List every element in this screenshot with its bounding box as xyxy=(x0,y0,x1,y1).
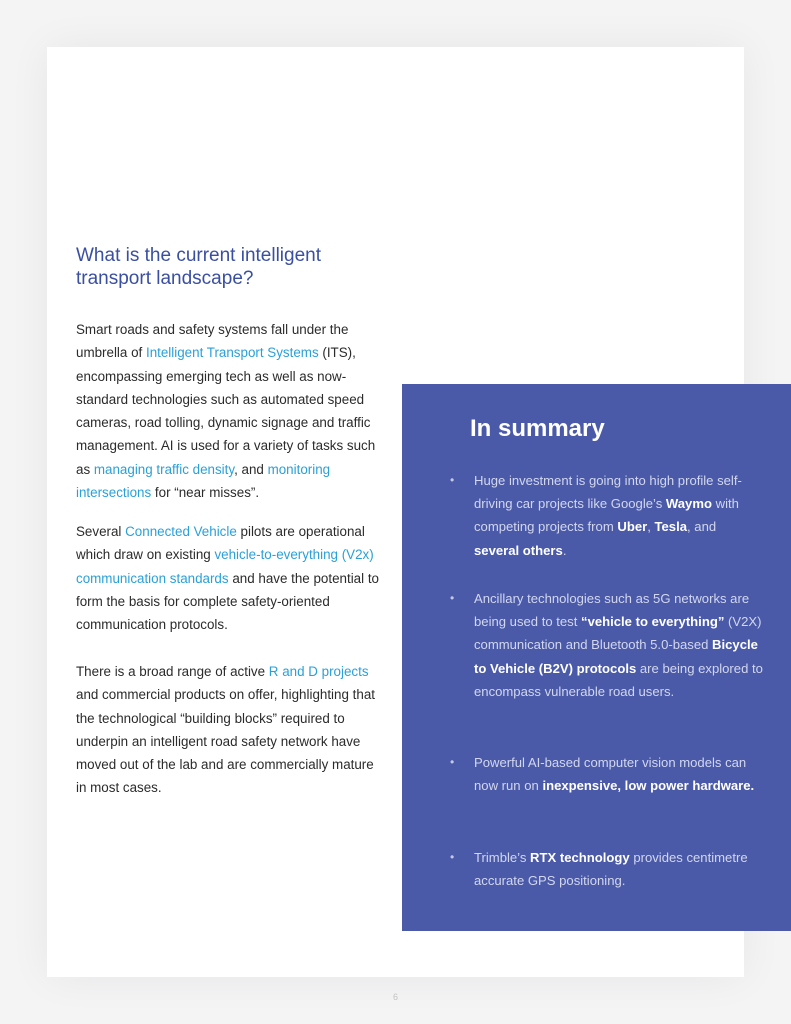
bullet-icon: • xyxy=(450,850,455,864)
summary-emphasis: inexpensive, low power hardware. xyxy=(542,778,755,794)
summary-text: (V2X) communication and Bluetooth 5.0-based xyxy=(474,614,762,653)
link-connected-vehicle[interactable]: Connected Vehicle xyxy=(125,524,237,539)
summary-text: Powerful AI-based computer vision models can now run on xyxy=(474,755,747,794)
summary-text: , and xyxy=(687,519,717,535)
summary-emphasis: “vehicle to everything” xyxy=(581,614,725,630)
paragraph-text: , and xyxy=(234,461,268,477)
paragraph-text: and commercial products on offer, highlighting that the technological “building blocks” required to underpin an intelligent road safety network have moved out of the lab and are commercially mature in most cases. xyxy=(76,687,375,796)
section-heading: What is the current intelligent transport landscape? xyxy=(76,245,322,289)
paragraph-connected-vehicle xyxy=(76,520,380,636)
paragraph-text: pilots are operational which draw on existing xyxy=(76,524,365,563)
bullet-icon: • xyxy=(450,591,455,605)
paragraph-its xyxy=(76,318,380,504)
summary-text: Huge investment is going into high profile self-driving car projects like Google’s xyxy=(474,473,742,512)
bullet-icon: • xyxy=(450,755,455,769)
summary-item-self-driving xyxy=(450,469,764,562)
summary-text: with competing projects from xyxy=(474,496,739,535)
summary-emphasis: Uber xyxy=(617,519,648,535)
paragraph-text: for “near misses”. xyxy=(151,485,260,501)
link-r-and-d-projects[interactable]: R and D projects xyxy=(268,664,369,679)
summary-text: . xyxy=(562,542,567,558)
paragraph-text: and have the potential to form the basis for complete safety-oriented communication protocols. xyxy=(76,570,379,633)
summary-text: are being explored to encompass vulnerable road users. xyxy=(474,660,763,699)
summary-text: provides centimetre accurate GPS positioning. xyxy=(474,850,748,889)
summary-title: In summary xyxy=(470,415,605,442)
paragraph-text: (ITS), encompassing emerging tech as well as now-standard technologies such as automated speed cameras, road tolling, dynamic signage and traffic management. AI is used for a variety of tasks such as xyxy=(76,345,376,477)
bullet-icon: • xyxy=(450,473,455,487)
summary-box xyxy=(402,384,791,931)
paragraph-text: Smart roads and safety systems fall under the umbrella of xyxy=(76,322,349,361)
summary-emphasis: Waymo xyxy=(665,496,712,512)
summary-emphasis: several others xyxy=(474,542,563,558)
link-managing-traffic-density[interactable]: managing traffic density xyxy=(93,461,235,477)
paragraph-text: Several xyxy=(76,524,126,539)
summary-emphasis: Bicycle to Vehicle (B2V) protocols xyxy=(474,637,758,676)
summary-emphasis: RTX technology xyxy=(530,850,630,865)
summary-item-computer-vision xyxy=(450,751,764,797)
link-v2x-standards[interactable]: vehicle-to-everything (V2x) communication standards xyxy=(76,547,374,586)
summary-list xyxy=(402,384,791,931)
summary-item-ancillary-tech xyxy=(450,587,764,703)
paragraph-text: There is a broad range of active xyxy=(76,664,269,679)
link-intelligent-transport-systems[interactable]: Intelligent Transport Systems xyxy=(145,345,319,361)
summary-text: Ancillary technologies such as 5G networks are being used to test xyxy=(474,591,750,630)
summary-item-rtx xyxy=(450,846,764,892)
page-number: 6 xyxy=(392,992,398,1002)
summary-emphasis: Tesla xyxy=(654,519,688,535)
paragraph-r-and-d xyxy=(76,660,380,800)
link-monitoring-intersections[interactable]: monitoring intersections xyxy=(76,461,331,501)
summary-text: , xyxy=(647,519,655,535)
summary-text: Trimble’s xyxy=(474,850,531,865)
